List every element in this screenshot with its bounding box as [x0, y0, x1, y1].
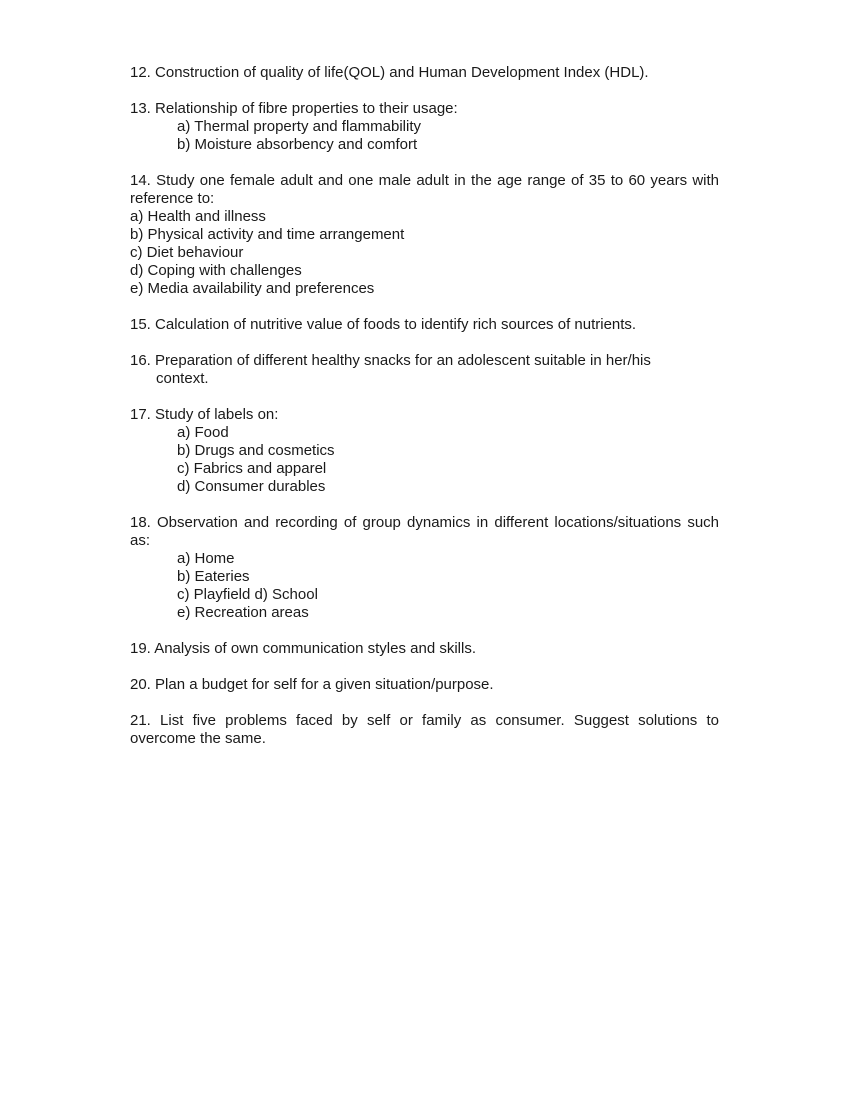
item-text: 13. Relationship of fibre properties to their usage:: [130, 100, 458, 117]
sub-item: d) Consumer durables: [177, 478, 326, 495]
sub-item: a) Home: [177, 550, 235, 567]
sub-item: c) Playfield d) School: [177, 586, 318, 603]
item-text: 21. List five problems faced by self or family as consumer. Suggest solutions to overcome the same.: [130, 712, 719, 747]
sub-item: a) Food: [177, 424, 229, 441]
list-item-17: [130, 406, 719, 496]
item-text: 15. Calculation of nutritive value of foods to identify rich sources of nutrients.: [130, 316, 637, 333]
sub-item: b) Moisture absorbency and comfort: [177, 136, 418, 153]
sub-item: e) Media availability and preferences: [130, 280, 375, 297]
sub-item: b) Eateries: [177, 568, 250, 585]
list-item-13: [130, 100, 719, 154]
sub-item: a) Thermal property and flammability: [177, 118, 421, 135]
item-text: 16. Preparation of different healthy snacks for an adolescent suitable in her/his: [130, 352, 651, 369]
document-page: [130, 64, 719, 766]
item-text: 19. Analysis of own communication styles and skills.: [130, 640, 476, 657]
list-item-16: [130, 352, 719, 388]
sub-item: a) Health and illness: [130, 208, 266, 225]
item-text: 18. Observation and recording of group dynamics in different locations/situations such as:: [130, 514, 719, 549]
list-item-14: [130, 172, 719, 298]
list-item-19: [130, 640, 719, 658]
sub-item: b) Drugs and cosmetics: [177, 442, 335, 459]
list-item-15: [130, 316, 719, 334]
list-item-12: [130, 64, 719, 82]
list-item-20: [130, 676, 719, 694]
list-item-21: [130, 712, 719, 748]
item-text: 12. Construction of quality of life(QOL) and Human Development Index (HDL).: [130, 64, 649, 81]
sub-item: e) Recreation areas: [177, 604, 309, 621]
item-continuation: context.: [156, 370, 209, 387]
item-text: 20. Plan a budget for self for a given situation/purpose.: [130, 676, 494, 693]
list-item-18: [130, 514, 719, 622]
sub-item: c) Fabrics and apparel: [177, 460, 327, 477]
item-text: 14. Study one female adult and one male adult in the age range of 35 to 60 years with reference to:: [130, 172, 719, 207]
sub-item: b) Physical activity and time arrangement: [130, 226, 405, 243]
item-text: 17. Study of labels on:: [130, 406, 279, 423]
sub-item: c) Diet behaviour: [130, 244, 244, 261]
sub-item: d) Coping with challenges: [130, 262, 302, 279]
